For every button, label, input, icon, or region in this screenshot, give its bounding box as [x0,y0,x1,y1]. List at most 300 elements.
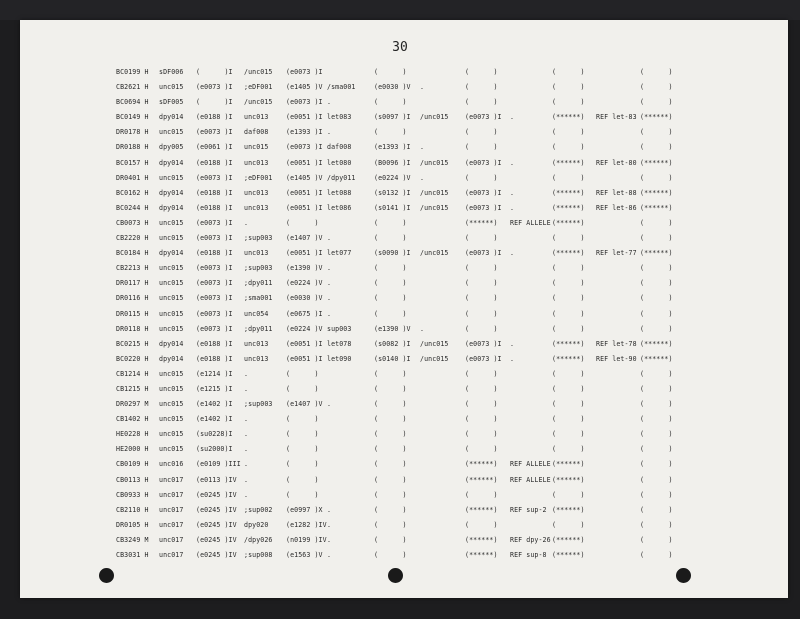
table-cell: (e0073 )I [196,324,233,333]
table-cell: unc017 [159,505,184,514]
table-cell: ( ) [552,264,585,273]
table-cell: REF let-78 [596,339,637,348]
table-cell: ( ) [374,475,407,484]
table-cell: unc013 [244,339,269,348]
table-cell: dpy014 [159,158,184,167]
table-cell: . [327,128,332,137]
table-cell: ( ) [552,98,585,107]
table-cell: DR0401 H [116,173,149,182]
table-cell: (s0097 )I [374,113,411,122]
table-cell: ( ) [640,83,673,92]
table-cell: BC0162 H [116,188,149,197]
table-row [0,66,800,81]
table-cell: (e0245 )IV [196,520,237,529]
table-cell: ( ) [286,460,319,469]
table-cell: ( ) [552,234,585,243]
table-cell: ( ) [552,294,585,303]
table-cell: (******) [465,551,498,559]
table-cell: (e0030 )V [286,294,323,303]
table-cell: ( ) [374,294,407,303]
table-row [0,308,800,323]
table-cell: ( )I [196,98,233,107]
table-cell: (e0188 )I [196,203,233,212]
table-cell: /unc015 [420,249,449,258]
table-cell: (******) [552,354,585,363]
table-cell: (e0073 )I [196,279,233,288]
table-cell: (e0224 )V [286,324,323,333]
table-cell: unc015 [159,128,184,137]
table-cell: (e0109 )III [196,460,241,469]
table-row [0,489,800,504]
table-cell: REF sup-8 [510,551,547,559]
table-cell: ( ) [465,415,498,424]
table-cell: ( ) [374,384,407,393]
table-row [0,96,800,111]
table-cell: ( ) [465,128,498,137]
table-cell: BC0157 H [116,158,149,167]
table-cell: ( ) [374,520,407,529]
table-cell: (******) [465,475,498,484]
table-cell: ( ) [286,490,319,499]
table-cell: (******) [465,535,498,544]
table-cell: DR0115 H [116,309,149,318]
table-row [0,458,800,473]
table-cell: (e0675 )I [286,309,323,318]
table-row [0,398,800,413]
table-cell: unc013 [244,188,269,197]
table-cell: ( ) [374,309,407,318]
table-cell: ( ) [374,264,407,273]
table-cell: (e0188 )I [196,339,233,348]
table-cell: CB0073 H [116,218,149,227]
table-row [0,534,800,549]
table-cell: . [244,369,249,378]
table-cell: (e1402 )I [196,415,233,424]
table-cell: CB3249 M [116,535,149,544]
table-cell: . [327,264,332,273]
table-cell: ( ) [552,415,585,424]
table-cell: ;sup008 [244,551,273,559]
table-cell: /unc015 [420,158,449,167]
table-cell: (e0245 )IV [196,490,237,499]
table-cell: (e0051 )I [286,249,323,258]
table-cell: unc015 [159,83,184,92]
table-cell: unc015 [159,173,184,182]
table-cell: unc015 [159,324,184,333]
table-row [0,383,800,398]
table-row [0,353,800,368]
table-cell: unc015 [159,264,184,273]
table-cell: dpy014 [159,339,184,348]
table-cell: ( ) [465,173,498,182]
table-cell: dpy005 [159,143,184,152]
table-cell: . [420,143,425,152]
table-cell: (e1215 )I [196,384,233,393]
table-cell: (s0141 )I [374,203,411,212]
table-cell: . [510,354,515,363]
table-cell: DR0116 H [116,294,149,303]
table-cell: (******) [552,551,585,559]
table-cell: (s0140 )I [374,354,411,363]
table-cell: ( ) [552,128,585,137]
table-cell: REF ALLELE [510,460,551,469]
table-cell: . [244,384,249,393]
table-cell: ;sup003 [244,264,273,273]
table-cell: unc015 [159,309,184,318]
table-cell: CB1214 H [116,369,149,378]
table-cell: ( ) [374,430,407,439]
table-cell: ( ) [465,400,498,409]
table-cell: (e0051 )I [286,354,323,363]
table-cell: (******) [552,535,585,544]
table-cell: (e1282 )IV [286,520,327,529]
table-cell: (e0051 )I [286,203,323,212]
table-cell: unc015 [159,294,184,303]
table-cell: (B0096 )I [374,158,411,167]
table-row [0,413,800,428]
table-cell: ( ) [640,400,673,409]
table-cell: ( ) [640,551,673,559]
table-cell: (******) [640,158,673,167]
table-cell: (******) [552,218,585,227]
table-cell: ( ) [374,279,407,288]
table-cell: ( ) [640,143,673,152]
table-cell: ;eDF001 [244,173,273,182]
table-cell: (******) [640,203,673,212]
table-cell: (e0997 )X [286,505,323,514]
table-cell: ( ) [374,68,407,76]
table-cell: unc017 [159,490,184,499]
table-cell: (******) [640,188,673,197]
table-cell: ( ) [552,369,585,378]
table-cell: unc015 [159,400,184,409]
table-cell: . [420,173,425,182]
table-cell: (e0224 )V [286,279,323,288]
table-row [0,247,800,262]
table-cell: . [510,339,515,348]
table-cell: let088 [327,188,352,197]
table-cell: (su2000)I [196,445,233,454]
table-cell: ( ) [552,279,585,288]
punch-hole-center [388,568,403,583]
table-cell: daf008 [327,143,352,152]
page-number: 30 [392,40,408,55]
table-cell: ( ) [465,264,498,273]
table-cell: CB1215 H [116,384,149,393]
table-cell: ( ) [465,369,498,378]
table-cell: (******) [552,188,585,197]
table-cell: ( ) [465,279,498,288]
table-cell: unc016 [159,460,184,469]
table-cell: ( ) [465,68,498,76]
table-cell: . [244,460,249,469]
table-cell: unc015 [244,143,269,152]
table-cell: (******) [640,249,673,258]
table-cell: (e0073 )I [196,83,233,92]
table-row [0,338,800,353]
table-cell: (******) [552,158,585,167]
table-cell: ( ) [286,475,319,484]
table-cell: ( ) [640,279,673,288]
table-cell: CB2220 H [116,234,149,243]
table-cell: (e1405 )V [286,83,323,92]
table-cell: (******) [552,113,585,122]
table-cell: REF sup-2 [510,505,547,514]
table-cell: (e0188 )I [196,354,233,363]
table-cell: (e0073 )I [465,203,502,212]
table-cell: (e0073 )I [465,249,502,258]
table-cell: . [510,158,515,167]
table-cell: sDF006 [159,68,184,76]
table-cell: ( ) [640,294,673,303]
table-cell: ( ) [552,68,585,76]
punch-hole-right [676,568,691,583]
table-cell: ;sup003 [244,234,273,243]
table-cell: (******) [465,460,498,469]
table-cell: REF ALLELE [510,218,551,227]
table-cell: /dpy011 [327,173,356,182]
table-cell: (e0188 )I [196,158,233,167]
table-row [0,202,800,217]
table-cell: DR0117 H [116,279,149,288]
table-cell: (******) [552,505,585,514]
table-cell: (n0199 )IV [286,535,327,544]
table-cell: ( ) [552,384,585,393]
table-cell: ( ) [465,234,498,243]
table-cell: ( ) [640,460,673,469]
table-row [0,157,800,172]
table-cell: ( ) [640,128,673,137]
table-cell: (e0073 )I [465,113,502,122]
table-cell: ;dpy011 [244,324,273,333]
table-cell: /unc015 [420,339,449,348]
table-cell: ( ) [286,415,319,424]
table-cell: (e0073 )I [286,143,323,152]
table-cell: ( ) [465,294,498,303]
table-cell: (e1390 )V [374,324,411,333]
table-cell: ( ) [552,400,585,409]
table-cell: ( ) [465,143,498,152]
table-cell: . [327,234,332,243]
record-table [0,66,800,564]
table-cell: ( ) [465,490,498,499]
table-cell: sup003 [327,324,352,333]
table-cell: (su0228)I [196,430,233,439]
table-row [0,443,800,458]
table-cell: unc017 [159,520,184,529]
table-cell: (e0073 )I [286,98,323,107]
table-cell: sDF005 [159,98,184,107]
table-cell: (e0061 )I [196,143,233,152]
table-cell: BC0220 H [116,354,149,363]
table-cell: (e0245 )IV [196,535,237,544]
table-cell: (e1405 )V [286,173,323,182]
table-cell: ( ) [374,505,407,514]
table-cell: ( ) [640,505,673,514]
punch-hole-left [99,568,114,583]
table-cell: ;dpy011 [244,279,273,288]
table-cell: ( ) [374,128,407,137]
table-cell: ( ) [640,369,673,378]
table-cell: REF let-77 [596,249,637,258]
table-row [0,292,800,307]
table-cell: ( ) [640,309,673,318]
table-cell: ( ) [286,445,319,454]
table-cell: ( ) [552,490,585,499]
table-cell: (e0188 )I [196,113,233,122]
table-cell: /sma001 [327,83,356,92]
table-cell: dpy014 [159,188,184,197]
table-cell: ( ) [374,98,407,107]
table-cell: (e0073 )I [465,158,502,167]
table-cell: ( ) [640,324,673,333]
table-cell: ( ) [640,218,673,227]
table-cell: BC0199 H [116,68,149,76]
table-cell: (s0082 )I [374,339,411,348]
table-cell: ( ) [640,98,673,107]
table-cell: unc013 [244,158,269,167]
table-cell: dpy014 [159,249,184,258]
table-cell: (e0073 )I [465,188,502,197]
table-cell: . [327,98,332,107]
table-cell: ( ) [640,415,673,424]
table-cell: . [420,324,425,333]
table-cell: (s0132 )I [374,188,411,197]
table-cell: (******) [640,354,673,363]
table-cell: ( ) [640,234,673,243]
table-cell: (******) [640,339,673,348]
table-row [0,187,800,202]
table-cell: unc013 [244,354,269,363]
table-cell: ( ) [640,475,673,484]
table-row [0,81,800,96]
table-cell: BC0244 H [116,203,149,212]
table-cell: ( ) [640,384,673,393]
table-cell: ( ) [374,234,407,243]
table-row [0,232,800,247]
table-cell: unc013 [244,249,269,258]
table-cell: unc015 [159,384,184,393]
table-cell: (e1393 )I [286,128,323,137]
table-cell: ( ) [552,309,585,318]
table-cell: REF let-80 [596,158,637,167]
table-cell: ( ) [640,520,673,529]
table-cell: ( ) [286,369,319,378]
table-cell: (e0073 )I [196,309,233,318]
table-cell: . [244,490,249,499]
table-cell: DR0105 H [116,520,149,529]
table-cell: ( ) [552,520,585,529]
table-row [0,428,800,443]
table-cell: (e1393 )I [374,143,411,152]
table-cell: ( ) [465,520,498,529]
table-cell: ( ) [552,173,585,182]
table-cell: ( ) [640,535,673,544]
table-cell: ( ) [552,445,585,454]
table-row [0,217,800,232]
table-cell: /unc015 [420,188,449,197]
table-row [0,126,800,141]
table-row [0,368,800,383]
table-cell: ( ) [374,551,407,559]
table-cell: let083 [327,113,352,122]
table-cell: ( ) [374,218,407,227]
table-row [0,474,800,489]
scan-top-edge [0,0,800,20]
table-cell: /unc015 [244,68,273,76]
table-cell: (e0051 )I [286,113,323,122]
table-cell: unc015 [159,445,184,454]
table-cell: ;sma001 [244,294,273,303]
table-row [0,519,800,534]
table-cell: ( ) [374,535,407,544]
table-cell: DR0188 H [116,143,149,152]
table-cell: ( ) [374,490,407,499]
table-cell: let077 [327,249,352,258]
table-cell: (e0073 )I [196,128,233,137]
table-cell: . [327,520,332,529]
table-cell: (******) [552,475,585,484]
table-cell: ;sup003 [244,400,273,409]
table-cell: CB0933 H [116,490,149,499]
table-cell: (e0073 )I [286,68,323,76]
table-row [0,504,800,519]
table-cell: unc017 [159,551,184,559]
table-cell: (e1214 )I [196,369,233,378]
table-cell: /unc015 [420,203,449,212]
table-cell: REF let-88 [596,188,637,197]
table-row [0,277,800,292]
table-cell: ( ) [465,384,498,393]
table-row [0,172,800,187]
table-cell: . [244,445,249,454]
table-cell: unc017 [159,535,184,544]
table-cell: /unc015 [244,98,273,107]
table-cell: . [420,83,425,92]
table-cell: (e0051 )I [286,158,323,167]
table-cell: . [510,203,515,212]
table-cell: ( ) [552,143,585,152]
table-cell: let080 [327,158,352,167]
table-cell: ( ) [465,83,498,92]
table-cell: CB2213 H [116,264,149,273]
table-cell: . [510,113,515,122]
table-cell: . [327,309,332,318]
table-cell: CB2621 H [116,83,149,92]
table-cell: . [327,279,332,288]
table-cell: (e1563 )V [286,551,323,559]
table-cell: dpy020 [244,520,269,529]
table-cell: (e0073 )I [465,354,502,363]
table-cell: (******) [552,203,585,212]
table-cell: (e0073 )I [196,264,233,273]
table-cell: ( ) [465,430,498,439]
table-cell: ( ) [640,173,673,182]
table-cell: dpy014 [159,354,184,363]
table-cell: HE2000 H [116,445,149,454]
table-cell: . [244,218,249,227]
table-cell: ( ) [640,264,673,273]
table-cell: ( ) [374,460,407,469]
table-cell: . [327,551,332,559]
table-cell: (e0051 )I [286,188,323,197]
table-cell: /dpy026 [244,535,273,544]
table-cell: CB0113 H [116,475,149,484]
table-row [0,262,800,277]
table-cell: dpy014 [159,203,184,212]
table-cell: ( ) [374,400,407,409]
table-cell: ( ) [640,430,673,439]
